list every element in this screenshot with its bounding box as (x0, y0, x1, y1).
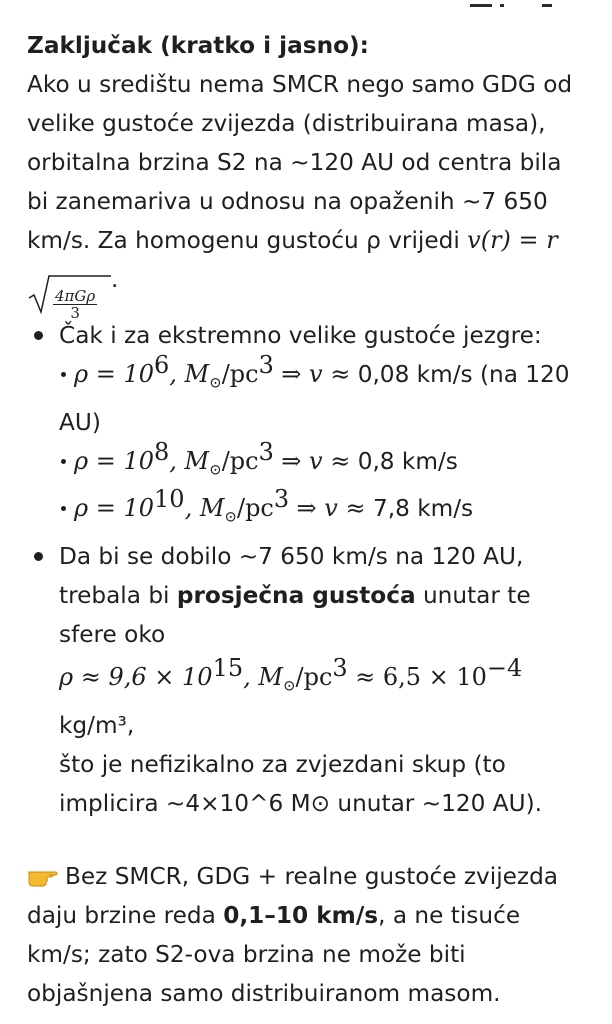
velocity-result: 0,08 km/s (na 120 AU) (59, 361, 570, 436)
status-bar-remnant (470, 0, 560, 8)
formula-part: ρ ≈ 9,6 × 10 (59, 662, 213, 691)
unit-pc-exp: 3 (258, 351, 274, 379)
sub-bullet-icon (61, 459, 66, 464)
rho-prefix: ρ vrijedi (366, 227, 460, 254)
sqrt-sign-icon (27, 274, 111, 316)
formula-part: ≈ 6,5 × 10 (355, 662, 487, 691)
formula-exp: −4 (486, 653, 523, 682)
conclusion-paragraph (27, 857, 587, 1013)
bullet2-tail: što je nefizikalno za zvjezdani skup (to implicira ~4×10^6 M⊙ unutar ~120 AU). (59, 750, 543, 817)
density-exponent: 8 (154, 437, 170, 466)
conclusion-text: Bez SMCR, GDG + realne gustoće zvijezda daju brzine reda (27, 862, 559, 929)
formula-part: /pc (295, 662, 333, 691)
velocity-result: 0,8 km/s (357, 447, 458, 475)
fraction-numerator: 4πGρ (55, 287, 96, 305)
rho-eq: ρ = 10 (74, 494, 155, 523)
bullet-dot-icon (34, 552, 43, 561)
section-heading: Zaključak (kratko i jasno): (27, 32, 369, 59)
sun-symbol: ⊙ (209, 460, 222, 479)
bullet1-text: Čak i za ekstremno velike gustoće jezgre: (59, 322, 542, 349)
sub-item (59, 485, 587, 537)
intro-text: Ako u središtu nema SMCR nego samo GDG od velike gustoće zvijezda (distribuirana masa), orbitalna brzina S2 na ~120 AU od centra bila bi zanemariva u odnosu na opaženih ~7 650 km/s. Za homogenu gustoću (27, 71, 573, 254)
unit-mass: , M (184, 494, 225, 523)
list-item (59, 316, 587, 537)
density-exponent: 10 (154, 485, 185, 514)
unit-pc-exp: 3 (273, 485, 290, 514)
sun-symbol: ⊙ (282, 676, 296, 695)
sub-bullet-icon (61, 506, 66, 511)
unit-pc: /pc (221, 360, 259, 388)
sub-item (59, 351, 587, 442)
sub-item (59, 437, 587, 490)
bullet-list-2 (27, 537, 587, 823)
sub-bullet-icon (61, 372, 66, 377)
sun-symbol: ⊙ (209, 373, 222, 392)
density-exponent: 6 (154, 351, 170, 379)
unit-pc-exp: 3 (258, 437, 274, 466)
sqrt-formula (27, 274, 111, 322)
unit-mass: , M (169, 446, 210, 475)
rho-eq: ρ = 10 (74, 360, 155, 388)
formula-part: , M (243, 662, 283, 691)
rho-eq: ρ = 10 (74, 446, 155, 475)
formula-exp: 3 (332, 653, 348, 682)
arrow-approx: ⇒ v ≈ (281, 446, 351, 475)
bullet2-text: Da bi se dobilo ~7 650 km/s na 120 AU, trebala bi (59, 542, 524, 609)
list-item (59, 537, 587, 823)
unit-pc: /pc (236, 494, 274, 523)
conclusion-bold: 0,1–10 km/s (223, 901, 379, 929)
bullet-list-1 (27, 316, 587, 537)
pointing-hand-icon (27, 861, 59, 885)
formula-exp: 15 (212, 653, 244, 682)
bullet-dot-icon (34, 331, 43, 340)
formula-end: . (111, 266, 119, 293)
velocity-result: 7,8 km/s (372, 495, 474, 523)
bullet2-bold: prosječna gustoća (176, 581, 416, 609)
unit-mass: , M (169, 360, 210, 388)
conclusion-text-after: , a ne tisuće km/s; zato S2-ova brzina ne može biti objašnjena samo distribuiranom masom. (27, 901, 521, 1007)
unit-pc: /pc (221, 446, 259, 475)
unit-text: kg/m³, (59, 711, 135, 739)
intro-paragraph (27, 65, 587, 322)
fraction-denominator: 3 (70, 304, 80, 322)
sun-symbol: ⊙ (224, 507, 237, 526)
message-content (27, 26, 587, 1013)
arrow-approx: ⇒ v ≈ (296, 494, 366, 523)
velocity-formula: v(r) = r (467, 226, 558, 254)
bullet2-text-after: unutar te sfere oko (59, 581, 531, 648)
arrow-approx: ⇒ v ≈ (281, 360, 351, 388)
density-formula (59, 653, 587, 706)
